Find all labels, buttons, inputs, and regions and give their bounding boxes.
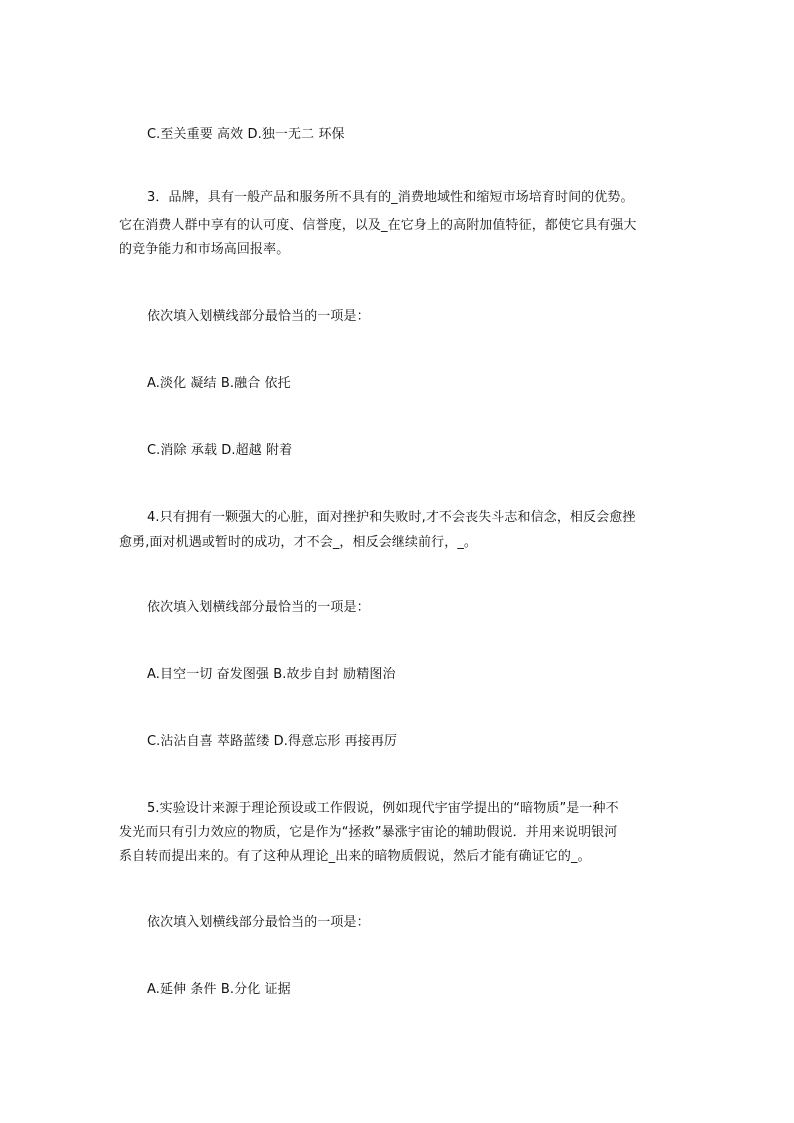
- option-line: A.目空一切 奋发图强 B.故步自封 励精图治: [147, 667, 396, 682]
- fill-in-prompt: 依次填入划横线部分最恰当的一项是：: [147, 309, 370, 324]
- option-line: A.延伸 条件 B.分化 证据: [147, 982, 291, 997]
- fill-in-prompt: 依次填入划横线部分最恰当的一项是：: [147, 600, 370, 615]
- option-line: C.沾沾自喜 萃路蓝缕 D.得意忘形 再接再厉: [147, 734, 398, 749]
- question-3-line-1: 3．品牌，具有一般产品和服务所不具有的_消费地域性和缩短市场培育时间的优势。: [147, 190, 634, 205]
- question-4-line-1: 4.只有拥有一颗强大的心脏，面对挫护和失败时,才不会丧失斗志和信念，相反会愈挫: [147, 510, 636, 525]
- question-5-line-2: 发光而只有引力效应的物质，它是作为“拯救”暴涨宇宙论的辅助假说．并用来说明银河: [119, 825, 618, 840]
- question-3-line-3: 的竞争能力和市场高回报率。: [119, 242, 290, 257]
- option-line: C.至关重要 高效 D.独一无二 环保: [147, 127, 345, 142]
- fill-in-prompt: 依次填入划横线部分最恰当的一项是：: [147, 915, 370, 930]
- option-line: A.淡化 凝结 B.融合 依托: [147, 376, 291, 391]
- question-5-line-1: 5.实验设计来源于理论预设或工作假说，例如现代宇宙学提出的“暗物质”是一种不: [147, 801, 619, 816]
- question-4-line-2: 愈勇,面对机遇或暂时的成功，才不会_，相反会继续前行，_。: [119, 535, 478, 550]
- question-3-line-2: 它在消费人群中享有的认可度、信誉度，以及_在它身上的高附加值特征，都使它具有强大: [119, 218, 637, 233]
- question-5-line-3: 系自转而提出来的。有了这种从理论_出来的暗物质假说，然后才能有确证它的_。: [119, 849, 591, 864]
- option-line: C.消除 承载 D.超越 附着: [147, 443, 293, 458]
